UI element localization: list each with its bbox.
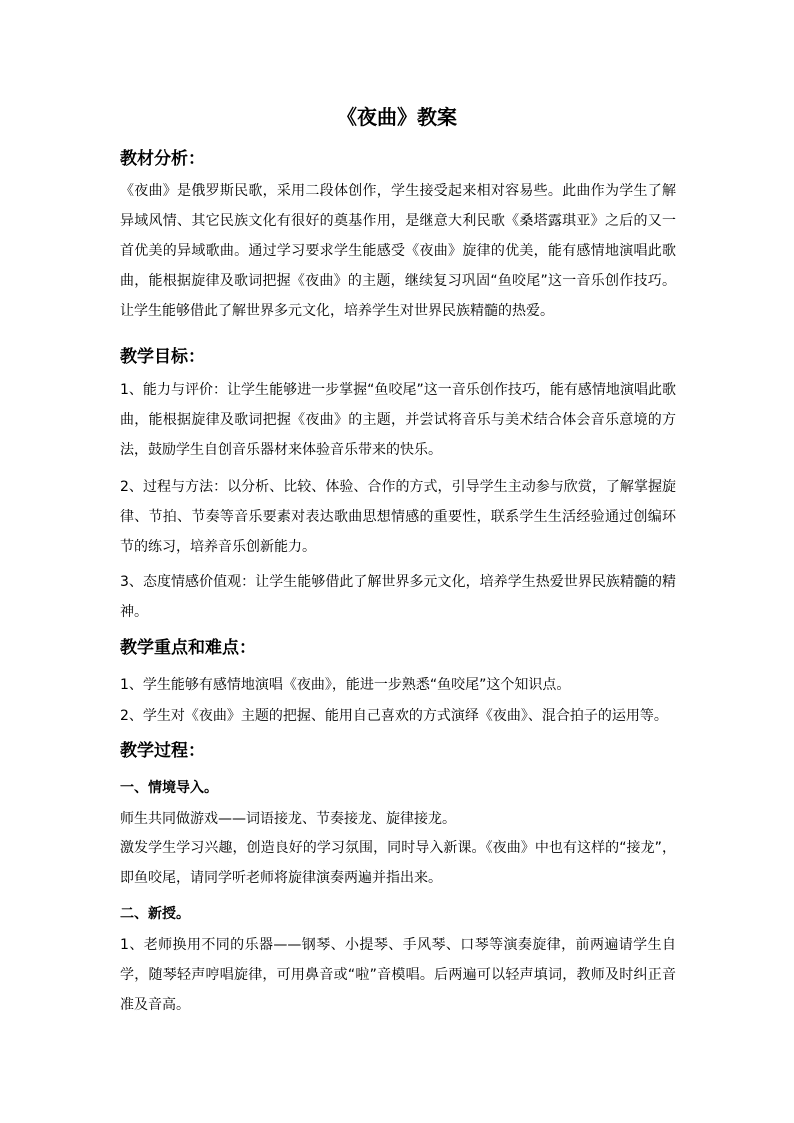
objective-item: 1、能力与评价：让学生能够进一步掌握“鱼咬尾”这一音乐创作技巧，能有感情地演唱此歌曲，能根据旋律及歌词把握《夜曲》的主题，并尝试将音乐与美术结合体会音乐意境的方法，鼓励学生自创音乐器材来体验音乐带来的快乐。	[120, 382, 676, 458]
objective-item: 2、过程与方法：以分析、比较、体验、合作的方式，引导学生主动参与欣赏，了解掌握旋律、节拍、节奏等音乐要素对表达歌曲思想情感的重要性，联系学生生活经验通过创编环节的练习，培养音乐创新能力。	[120, 479, 676, 555]
section-heading-process: 教学过程：	[120, 741, 205, 761]
section-heading-objectives: 教学目标：	[120, 347, 205, 367]
process-step-text: 师生共同做游戏——词语接龙、节奏接龙、旋律接龙。	[120, 811, 456, 827]
process-step-heading: 二、新授。	[120, 906, 190, 922]
section-heading-key-points: 教学重点和难点：	[120, 638, 256, 658]
section-heading-analysis: 教材分析：	[120, 149, 205, 169]
process-step-text: 1、老师换用不同的乐器——钢琴、小提琴、手风琴、口琴等演奏旋律，前两遍请学生自学，随琴轻声哼唱旋律，可用鼻音或“啦”音模唱。后两遍可以轻声填词，教师及时纠正音准及音高。	[120, 937, 676, 1013]
key-point-item: 2、学生对《夜曲》主题的把握、能用自己喜欢的方式演绎《夜曲》、混合拍子的运用等。	[120, 708, 668, 724]
process-step-heading: 一、情境导入。	[120, 780, 218, 796]
key-point-item: 1、学生能够有感情地演唱《夜曲》，能进一步熟悉“鱼咬尾”这个知识点。	[120, 677, 571, 693]
analysis-paragraph: 《夜曲》是俄罗斯民歌，采用二段体创作，学生接受起来相对容易些。此曲作为学生了解异域风情、其它民族文化有很好的奠基作用，是继意大利民歌《桑塔露琪亚》之后的又一首优美的异域歌曲。通过学习要求学生能感受《夜曲》旋律的优美，能有感情地演唱此歌曲，能根据旋律及歌词把握《夜曲》的主题，继续复习巩固“鱼咬尾”这一音乐创作技巧。让学生能够借此了解世界多元文化，培养学生对世界民族精髓的热爱。	[120, 183, 676, 319]
objective-item: 3、态度情感价值观：让学生能够借此了解世界多元文化，培养学生热爱世界民族精髓的精神。	[120, 574, 676, 620]
document-title: 《夜曲》教案	[337, 105, 457, 129]
process-step-text: 激发学生学习兴趣，创造良好的学习氛围，同时导入新课。《夜曲》中也有这样的“接龙”，即鱼咬尾，请同学听老师将旋律演奏两遍并指出来。	[120, 840, 676, 886]
